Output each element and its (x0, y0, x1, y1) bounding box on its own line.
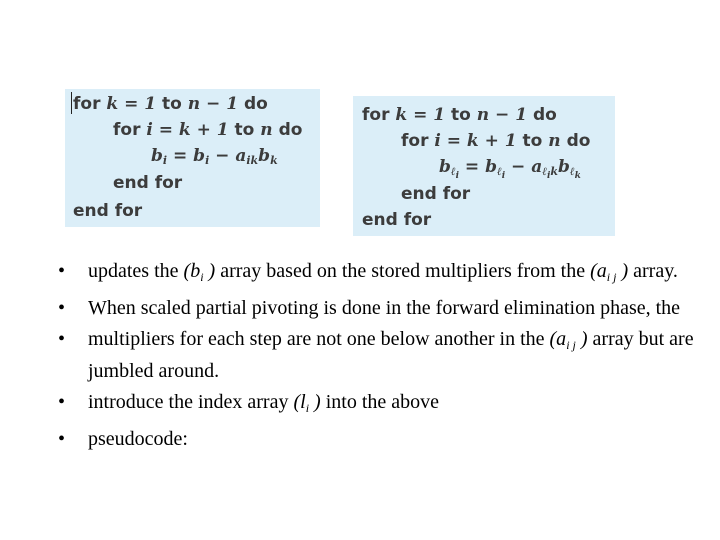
math-b: (b (183, 260, 201, 282)
math-paren: ) (575, 328, 588, 350)
math-sub-ik: ik (246, 154, 259, 167)
bullet-item (58, 389, 698, 421)
bullet-dot-icon: • (58, 391, 66, 413)
math-k-equals-1: k = 1 (106, 94, 157, 114)
bullet-text: pseudocode: (88, 428, 188, 450)
bullet-text: array based on the stored multipliers from the (215, 260, 591, 282)
math-minus: − (209, 146, 236, 166)
math-sub-ell: ℓ (497, 165, 502, 178)
math-sub-ell: ℓ (450, 165, 456, 178)
math-equals: = (167, 146, 194, 166)
keyword-do: do (243, 94, 268, 114)
code-line-update (439, 157, 581, 186)
math-b: b (258, 146, 271, 166)
math-l: (l (293, 391, 306, 413)
code-line-outer-end-for: end for (362, 210, 432, 230)
keyword-for: for (73, 94, 101, 114)
text-cursor (71, 92, 72, 114)
math-n-minus-1: n − 1 (476, 105, 528, 125)
bullet-dot-icon: • (58, 260, 66, 282)
keyword-for: for (113, 120, 141, 140)
pseudocode-box-left (65, 89, 320, 227)
math-sub-ell: ℓ (542, 165, 547, 178)
math-sub-ell: ℓ (569, 165, 575, 178)
code-line-update (151, 146, 278, 171)
keyword-to: to (234, 120, 255, 140)
keyword-to: to (451, 105, 471, 125)
math-paren: ) (616, 260, 629, 282)
bullet-text: array but are jumbled around. (88, 328, 694, 382)
keyword-to: to (162, 94, 182, 114)
math-sub-i: i (455, 171, 460, 181)
bullet-dot-icon: • (58, 428, 66, 450)
bullet-text: into the above (320, 391, 440, 413)
bullet-text: introduce the index array (88, 391, 294, 413)
code-line-inner-end-for: end for (113, 173, 183, 193)
bullet-text: array. (628, 260, 678, 282)
keyword-do: do (566, 131, 591, 151)
math-paren: ) (309, 391, 321, 413)
math-minus: − (505, 157, 532, 177)
code-line-outer-end-for: end for (73, 201, 143, 221)
bullet-list (58, 258, 698, 457)
bullet-dot-icon: • (58, 297, 66, 319)
math-k-equals-1: k = 1 (395, 105, 446, 125)
math-sub-k: k (574, 171, 581, 181)
code-line-outer-for (362, 105, 557, 125)
math-sub-ij: i j (566, 338, 576, 352)
math-b: b (485, 157, 497, 177)
math-n: n (260, 120, 273, 140)
code-line-inner-for (401, 131, 590, 151)
math-a: (a (549, 328, 567, 350)
bullet-text: updates the (88, 260, 184, 282)
code-line-inner-for (113, 120, 302, 140)
math-paren: ) (203, 260, 216, 282)
math-sub-ij: i j (606, 270, 617, 284)
math-sub-i: i (162, 154, 168, 167)
math-sub-i: i (501, 171, 506, 181)
math-a: (a (590, 260, 607, 282)
pseudocode-box-right (353, 96, 615, 236)
bullet-item (58, 426, 698, 452)
keyword-for: for (362, 105, 390, 125)
keyword-do: do (278, 120, 303, 140)
math-n-minus-1: n − 1 (187, 94, 239, 114)
math-sub-i: i (200, 270, 204, 284)
bullet-text: multipliers for each step are not one below another in the (88, 328, 550, 350)
math-a: a (235, 146, 247, 166)
math-n: n (548, 131, 561, 151)
math-sub-i: i (205, 154, 210, 167)
math-sub-k: k (550, 165, 558, 178)
code-line-inner-end-for: end for (401, 184, 471, 204)
bullet-text: When scaled partial pivoting is done in the forward elimination phase, the (88, 297, 681, 319)
code-line-outer-for (73, 94, 268, 114)
keyword-do: do (532, 105, 557, 125)
math-b: b (151, 146, 163, 166)
math-i-equals-k-plus-1: i = k + 1 (434, 131, 517, 151)
keyword-to: to (522, 131, 543, 151)
bullet-item (58, 295, 698, 321)
math-a: a (531, 157, 543, 177)
math-sub-i: i (305, 401, 310, 415)
bullet-item (58, 258, 698, 290)
math-sub-i: i (546, 171, 551, 181)
keyword-for: for (401, 131, 429, 151)
math-b: b (193, 146, 206, 166)
math-b: b (439, 157, 451, 177)
math-sub-k: k (270, 154, 278, 167)
math-b: b (557, 157, 570, 177)
math-i-equals-k-plus-1: i = k + 1 (146, 120, 229, 140)
bullet-item (58, 326, 698, 384)
math-equals: = (459, 157, 486, 177)
bullet-dot-icon: • (58, 328, 66, 350)
